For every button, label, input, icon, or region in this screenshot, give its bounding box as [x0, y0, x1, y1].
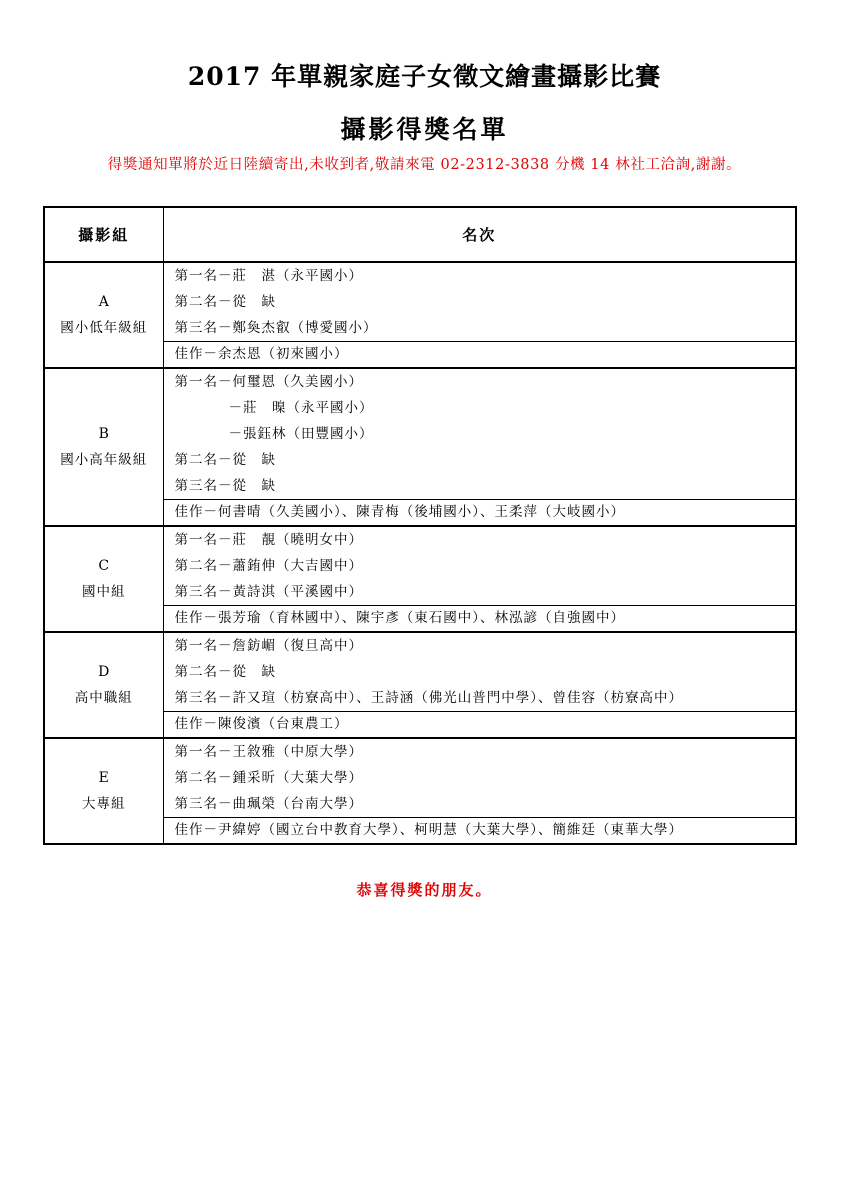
column-header-rank: 名次: [163, 207, 796, 262]
entries-cell-b: [163, 368, 796, 526]
award-line: 第二名－從 缺: [174, 452, 276, 468]
award-line: [164, 395, 796, 421]
honorable-mention-line: 佳作－余杰恩（初來國小）: [164, 341, 796, 367]
entries-cell-e: [163, 738, 796, 844]
award-line: 第三名－鄭奐杰叡（博愛國小）: [174, 320, 378, 336]
group-name: 高中職組: [74, 690, 133, 706]
honorable-mention-line: 佳作－尹緯婷（國立台中教育大學）、柯明慧（大葉大學）、簡維廷（東華大學）: [164, 817, 796, 843]
award-line: 第一名－莊 靚（曉明女中）: [174, 532, 363, 548]
award-line: 第三名－曲珮榮（台南大學）: [174, 796, 363, 812]
entries-cell-c: [163, 526, 796, 632]
table-row-group-a: [44, 262, 796, 368]
group-cell-a: [44, 262, 163, 368]
award-table: [43, 206, 797, 845]
group-letter: B: [98, 426, 109, 442]
group-name: 國小低年級組: [60, 320, 148, 336]
honorable-mention-line: 佳作－張芳瑜（育林國中）、陳宇彥（東石國中）、林泓諺（自強國中）: [164, 605, 796, 631]
group-name: 國中組: [82, 584, 126, 600]
award-line: 第三名－從 缺: [174, 478, 276, 494]
honorable-mention-line: 佳作－陳俊濱（台東農工）: [164, 711, 796, 737]
group-cell-b: [44, 368, 163, 526]
award-line: 第一名－何璽恩（久美國小）: [174, 374, 363, 390]
group-letter: D: [98, 664, 110, 680]
honorable-mention-line: 佳作－何書晴（久美國小）、陳青梅（後埔國小）、王柔萍（大岐國小）: [164, 499, 796, 525]
award-line: 第一名－王敘雅（中原大學）: [174, 744, 363, 760]
table-header-row: [44, 207, 796, 262]
award-line: [164, 421, 796, 447]
award-line: 第一名－莊 湛（永平國小）: [174, 268, 363, 284]
page-title: 2017 年單親家庭子女徵文繪畫攝影比賽: [187, 62, 662, 91]
award-line: 第二名－蕭銪伸（大吉國中）: [174, 558, 363, 574]
award-line: 第一名－詹鈁嵋（復旦高中）: [174, 638, 363, 654]
group-letter: A: [98, 294, 109, 310]
group-cell-c: [44, 526, 163, 632]
table-row-group-b: [44, 368, 796, 526]
award-line: 第二名－從 缺: [174, 664, 276, 680]
group-cell-e: [44, 738, 163, 844]
group-name: 國小高年級組: [60, 452, 148, 468]
table-row-group-d: [44, 632, 796, 738]
table-row-group-e: [44, 738, 796, 844]
award-line-text: －莊 暞（永平國小）: [228, 400, 374, 416]
table-row-group-c: [44, 526, 796, 632]
notice-text: 得獎通知單將於近日陸續寄出,未收到者,敬請來電 02-2312-3838 分機 14 林社工洽詢,謝謝。: [107, 157, 742, 173]
column-header-group: 攝影組: [44, 207, 163, 262]
award-line: 第三名－許又瑄（枋寮高中）、王詩涵（佛光山普門中學）、曾佳容（枋寮高中）: [174, 690, 683, 706]
award-line: 第二名－從 缺: [174, 294, 276, 310]
congrats-text: 恭喜得獎的朋友。: [356, 881, 493, 899]
award-line: 第三名－黃詩淇（平溪國中）: [174, 584, 363, 600]
group-cell-d: [44, 632, 163, 738]
group-letter: E: [98, 770, 109, 786]
entries-cell-a: [163, 262, 796, 368]
entries-cell-d: [163, 632, 796, 738]
page-subtitle: 攝影得獎名單: [340, 115, 509, 144]
award-line: 第二名－鍾采昕（大葉大學）: [174, 770, 363, 786]
group-letter: C: [98, 558, 110, 574]
award-line-text: －張鈺林（田豐國小）: [228, 426, 374, 442]
group-name: 大專組: [82, 796, 126, 812]
